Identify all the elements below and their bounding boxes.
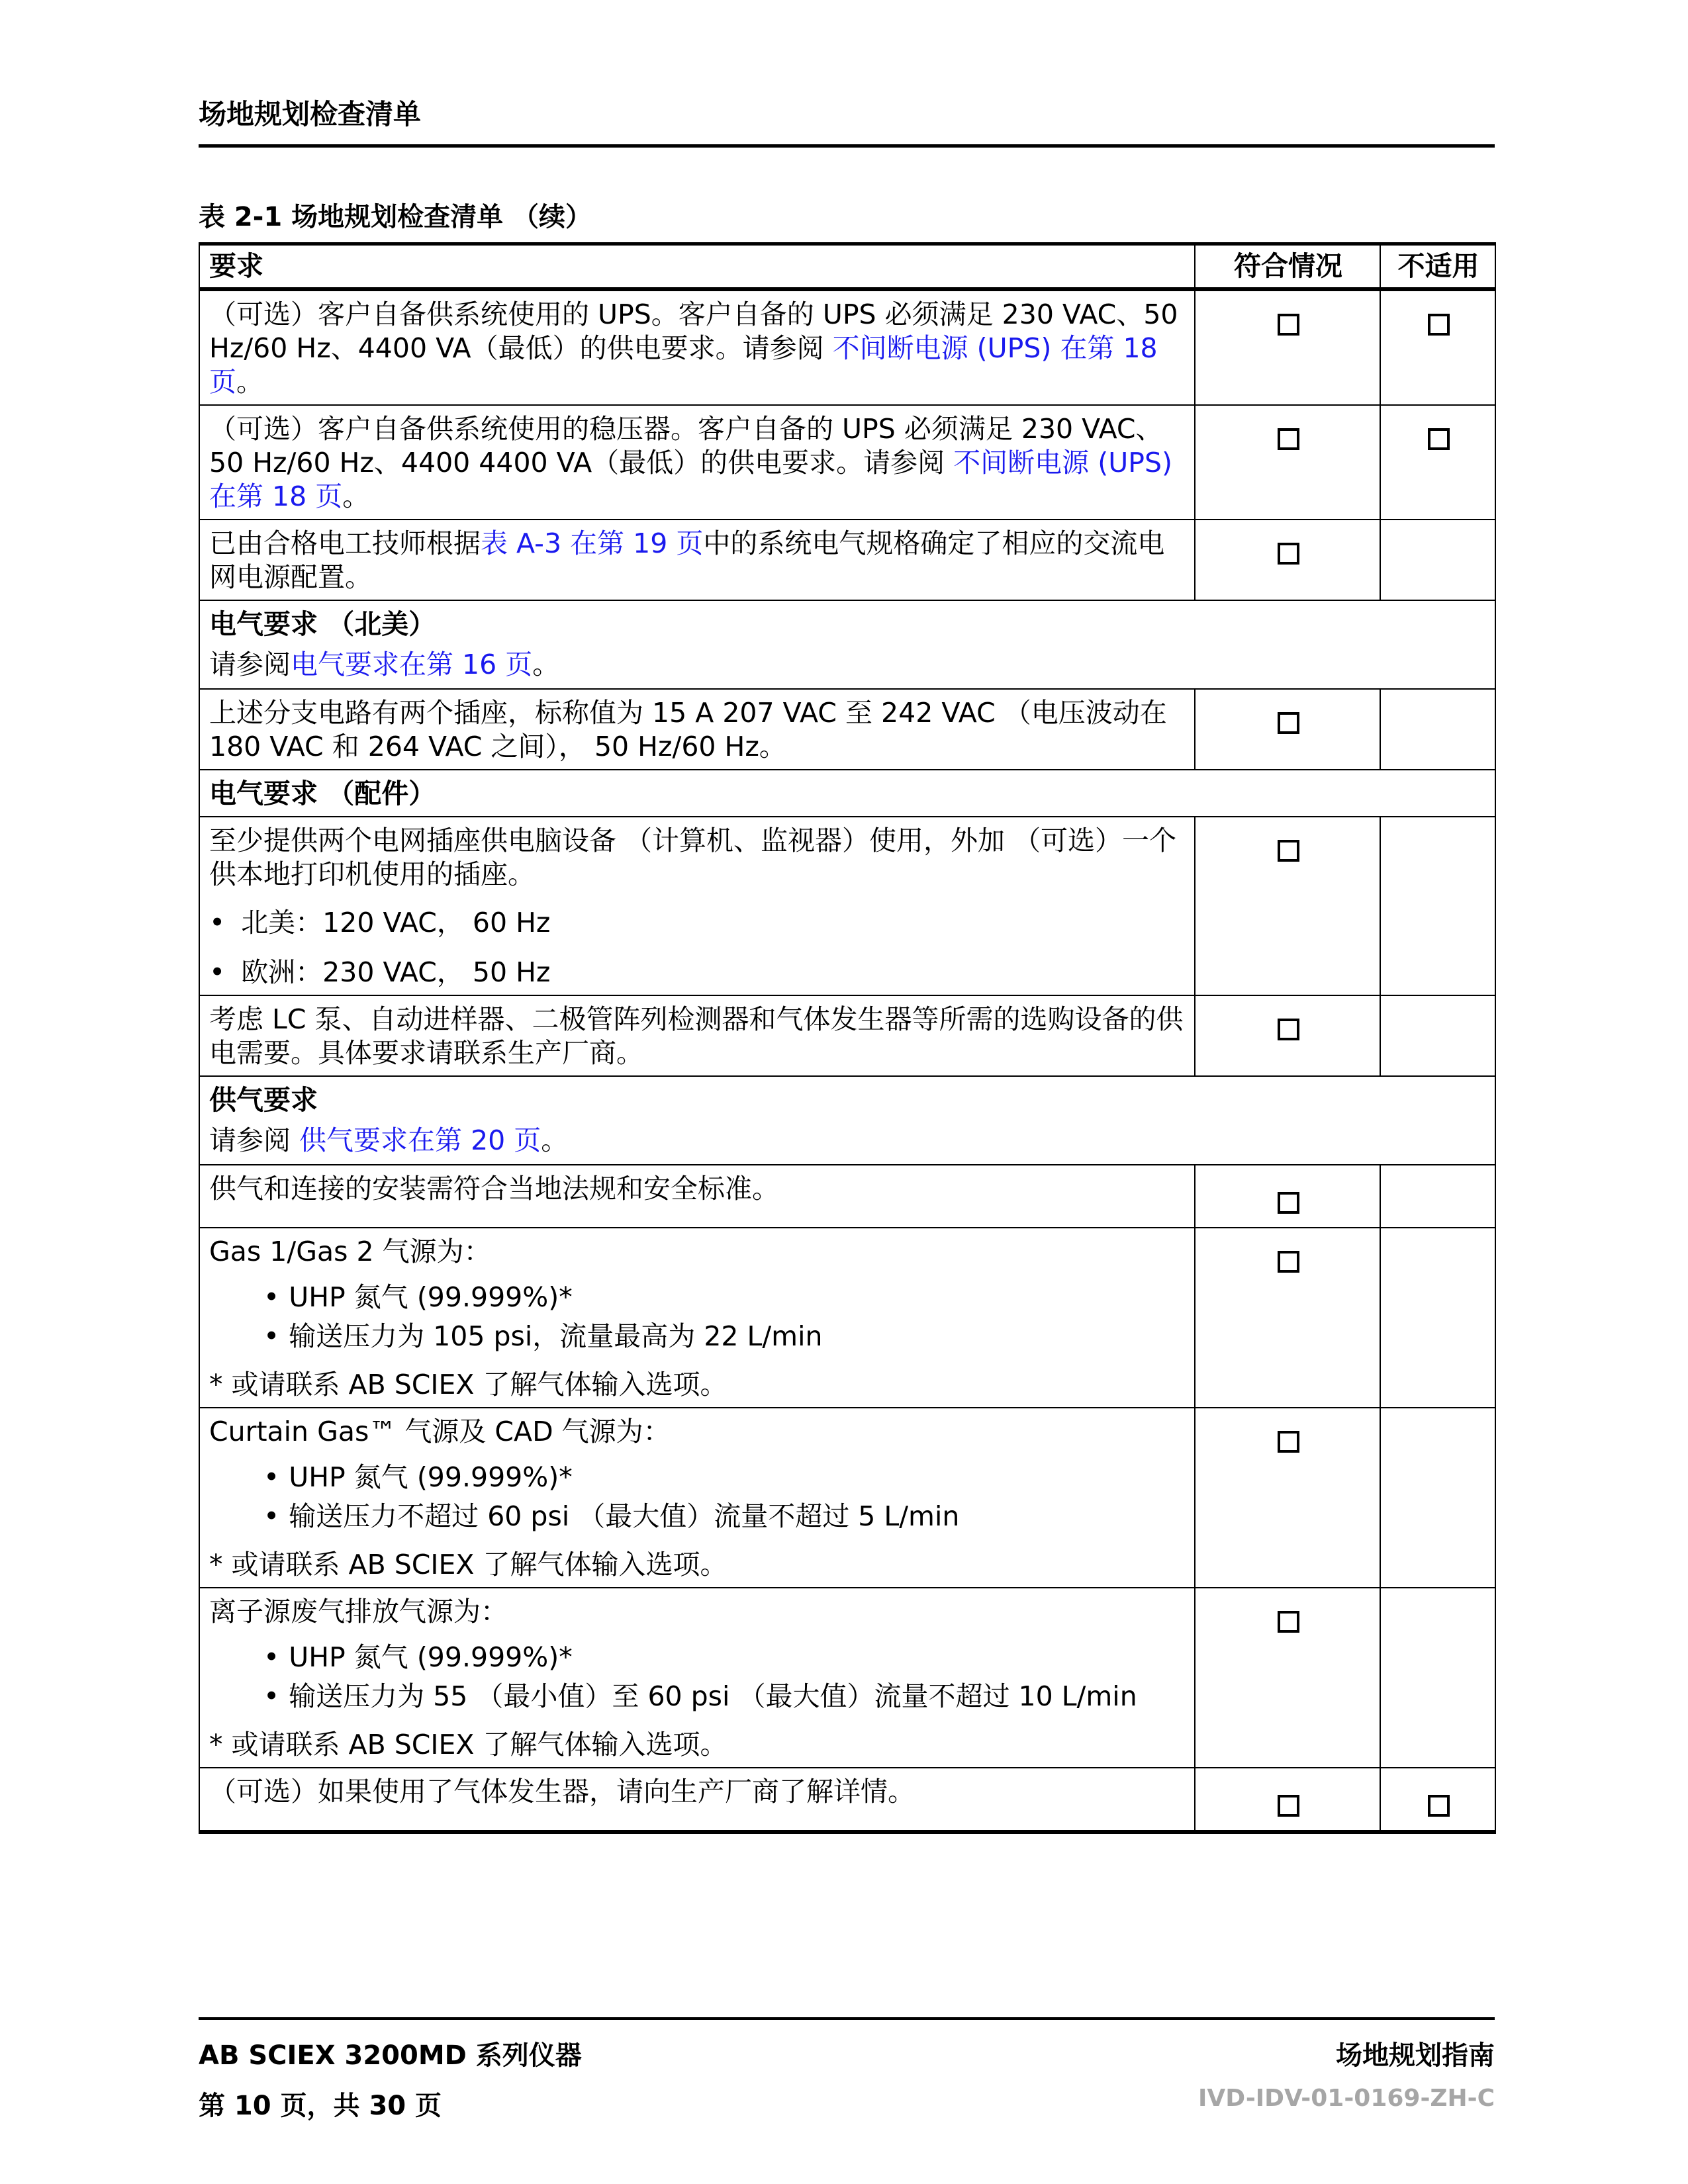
na-cell: [1380, 1165, 1495, 1228]
table-row: [199, 1165, 1495, 1228]
na-cell: [1380, 995, 1495, 1076]
na-cell: [1380, 289, 1495, 405]
compliance-checkbox[interactable]: [1278, 1019, 1299, 1040]
bullet-list: [209, 906, 1186, 989]
compliance-checkbox[interactable]: [1278, 1192, 1299, 1214]
requirement-cell: [199, 289, 1195, 405]
requirement-cell: [199, 405, 1195, 520]
list-item: • UHP 氮气 (99.999%)*: [263, 1461, 1186, 1494]
ups-page-link[interactable]: 不间断电源 (UPS) 在第 18 页: [209, 447, 1172, 512]
requirement-cell: 供气和连接的安装需符合当地法规和安全标准。: [199, 1165, 1195, 1228]
requirement-intro: Curtain Gas™ 气源及 CAD 气源为：: [209, 1416, 671, 1447]
list-item: • 输送压力为 55 （最小值）至 60 psi （最大值）流量不超过 10 L/min: [263, 1680, 1186, 1713]
electrical-requirements-link[interactable]: 电气要求在第 16 页: [291, 649, 533, 680]
table-row: [199, 817, 1495, 995]
table-caption: 表 2-1 场地规划检查清单 （续）: [199, 202, 592, 232]
requirement-text: （可选）客户自备供系统使用的 UPS。客户自备的 UPS 必须满足 230 VAC、50 Hz/60 Hz、4400 VA（最低）的供电要求。请参阅: [209, 298, 1178, 364]
table-row: [199, 405, 1495, 520]
table-row: [199, 1408, 1495, 1588]
compliance-cell: [1195, 995, 1380, 1076]
na-cell: [1380, 817, 1495, 995]
compliance-cell: [1195, 289, 1380, 405]
requirement-intro: Gas 1/Gas 2 气源为：: [209, 1236, 491, 1267]
compliance-checkbox[interactable]: [1278, 1611, 1299, 1633]
section-ref-row: [199, 1120, 1495, 1165]
footer-page-number: 第 10 页，共 30 页: [199, 2091, 442, 2121]
list-item: • 北美：120 VAC， 60 Hz: [209, 906, 1186, 940]
compliance-cell: [1195, 405, 1380, 520]
table-row: [199, 995, 1495, 1076]
ref-text: 请参阅: [209, 649, 291, 680]
ups-page-link[interactable]: 不间断电源 (UPS) 在第 18 页: [209, 332, 1158, 398]
page-header-title: 场地规划检查清单: [199, 98, 422, 130]
requirement-intro: 离子源废气排放气源为：: [209, 1596, 508, 1627]
compliance-checkbox[interactable]: [1278, 428, 1299, 450]
column-header-compliance: 符合情况: [1195, 244, 1380, 290]
table-row: [199, 689, 1495, 770]
na-checkbox[interactable]: [1428, 428, 1450, 450]
ref-text-end: 。: [532, 649, 560, 680]
compliance-checkbox[interactable]: [1278, 840, 1299, 862]
na-cell: [1380, 520, 1495, 600]
compliance-cell: [1195, 1588, 1380, 1768]
list-item: • UHP 氮气 (99.999%)*: [263, 1641, 1186, 1674]
section-header-row: [199, 1076, 1495, 1120]
na-checkbox[interactable]: [1428, 314, 1450, 336]
compliance-cell: [1195, 1768, 1380, 1832]
requirement-text-end: 。: [236, 366, 263, 398]
column-header-na: 不适用: [1380, 244, 1495, 290]
requirement-note: * 或请联系 AB SCIEX 了解气体输入选项。: [209, 1549, 727, 1580]
compliance-cell: [1195, 817, 1380, 995]
na-checkbox[interactable]: [1428, 1795, 1450, 1817]
requirement-cell: [199, 520, 1195, 600]
section-ref-row: [199, 644, 1495, 689]
section-title-gas: 供气要求: [199, 1076, 1495, 1120]
compliance-checkbox[interactable]: [1278, 1251, 1299, 1273]
na-cell: [1380, 1408, 1495, 1588]
bullet-list: [209, 1461, 1186, 1533]
na-cell: [1380, 405, 1495, 520]
bullet-list: [209, 1281, 1186, 1353]
requirement-cell: 上述分支电路有两个插座，标称值为 15 A 207 VAC 至 242 VAC （电压波动在 180 VAC 和 264 VAC 之间）， 50 Hz/60 Hz。: [199, 689, 1195, 770]
header-divider: [199, 144, 1495, 148]
section-ref-cell: [199, 644, 1495, 689]
compliance-cell: [1195, 1228, 1380, 1408]
requirement-cell: （可选）如果使用了气体发生器，请向生产厂商了解详情。: [199, 1768, 1195, 1832]
requirement-text: 至少提供两个电网插座供电脑设备 （计算机、监视器）使用，外加 （可选）一个供本地打印机使用的插座。: [209, 825, 1177, 890]
section-title-electrical-accessories: 电气要求 （配件）: [199, 770, 1495, 817]
compliance-cell: [1195, 1165, 1380, 1228]
column-header-requirement: 要求: [199, 244, 1195, 290]
requirement-cell: [199, 1588, 1195, 1768]
requirement-cell: [199, 1408, 1195, 1588]
compliance-cell: [1195, 689, 1380, 770]
footer-divider: [199, 2017, 1495, 2020]
section-header-row: [199, 770, 1495, 817]
table-row: [199, 1768, 1495, 1832]
requirement-note: * 或请联系 AB SCIEX 了解气体输入选项。: [209, 1369, 727, 1400]
gas-requirements-link[interactable]: 供气要求在第 20 页: [299, 1124, 541, 1156]
requirement-cell: [199, 817, 1195, 995]
na-cell: [1380, 689, 1495, 770]
table-row: [199, 1588, 1495, 1768]
list-item: • 欧洲：230 VAC， 50 Hz: [209, 956, 1186, 989]
table-a3-link[interactable]: 表 A-3 在第 19 页: [481, 527, 704, 559]
compliance-checkbox[interactable]: [1278, 543, 1299, 565]
compliance-checkbox[interactable]: [1278, 1795, 1299, 1817]
requirement-text-end: 。: [342, 480, 370, 512]
site-planning-checklist-table: [199, 242, 1496, 1834]
compliance-checkbox[interactable]: [1278, 712, 1299, 734]
compliance-checkbox[interactable]: [1278, 314, 1299, 336]
na-cell: [1380, 1768, 1495, 1832]
table-header-row: [199, 244, 1495, 290]
requirement-text-end: 中的系统电气规格确定了相应的交流电网电源配置。: [209, 527, 1165, 593]
table-row: [199, 1228, 1495, 1408]
footer-document-id: IVD-IDV-01-0169-ZH-C: [1198, 2085, 1495, 2112]
requirement-text: 已由合格电工技师根据: [209, 527, 481, 559]
list-item: • 输送压力为 105 psi，流量最高为 22 L/min: [263, 1320, 1186, 1353]
requirement-cell: 考虑 LC 泵、自动进样器、二极管阵列检测器和气体发生器等所需的选购设备的供电需要。具体要求请联系生产厂商。: [199, 995, 1195, 1076]
na-cell: [1380, 1588, 1495, 1768]
section-header-row: [199, 600, 1495, 644]
list-item: • 输送压力不超过 60 psi （最大值）流量不超过 5 L/min: [263, 1500, 1186, 1533]
compliance-cell: [1195, 520, 1380, 600]
compliance-checkbox[interactable]: [1278, 1431, 1299, 1453]
footer-guide-title: 场地规划指南: [1336, 2040, 1495, 2071]
ref-text-end: 。: [541, 1124, 569, 1156]
na-cell: [1380, 1228, 1495, 1408]
requirement-text: （可选）客户自备供系统使用的稳压器。客户自备的 UPS 必须满足 230 VAC、50 Hz/60 Hz、4400 4400 VA（最低）的供电要求。请参阅: [209, 413, 1163, 478]
section-title-electrical-na: 电气要求 （北美）: [199, 600, 1495, 644]
bullet-list: [209, 1641, 1186, 1713]
section-ref-cell: [199, 1120, 1495, 1165]
compliance-cell: [1195, 1408, 1380, 1588]
list-item: • UHP 氮气 (99.999%)*: [263, 1281, 1186, 1314]
requirement-note: * 或请联系 AB SCIEX 了解气体输入选项。: [209, 1729, 727, 1760]
table-row: [199, 289, 1495, 405]
footer-product-name: AB SCIEX 3200MD 系列仪器: [199, 2040, 582, 2071]
ref-text: 请参阅: [209, 1124, 300, 1156]
requirement-cell: [199, 1228, 1195, 1408]
table-row: [199, 520, 1495, 600]
